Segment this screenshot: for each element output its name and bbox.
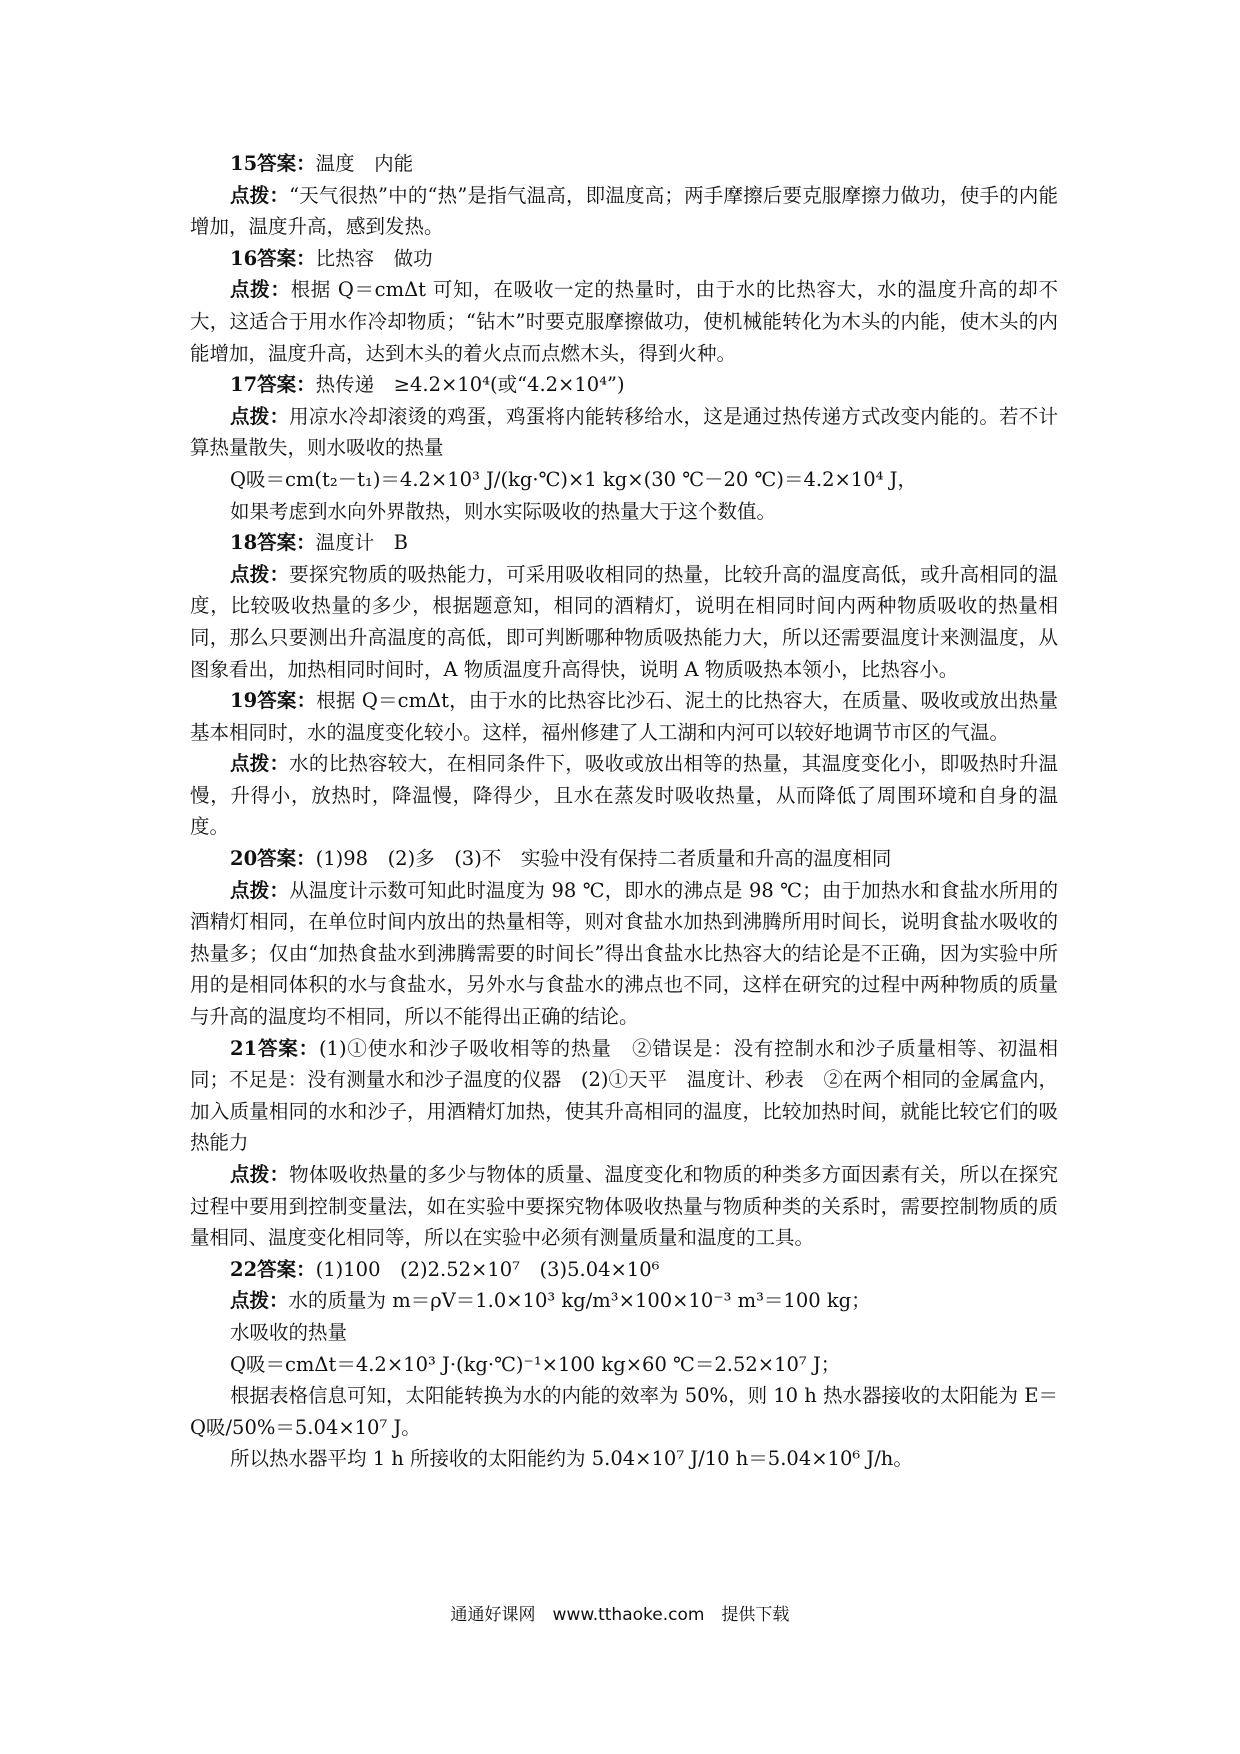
paragraph-text: 热传递 ≥4.2×10⁴(或“4.2×10⁴”) (315, 373, 625, 397)
paragraph (190, 401, 1058, 464)
paragraph (190, 559, 1058, 685)
paragraph-label: 点拨： (230, 1289, 289, 1313)
paragraph (190, 1380, 1058, 1443)
paragraph-text: 根据表格信息可知，太阳能转换为水的内能的效率为 50%，则 10 h 热水器接收的太阳能为 E＝Q吸/50%＝5.04×10⁷ J。 (190, 1384, 1058, 1439)
paragraph-text: (1)①使水和沙子吸收相等的热量 ②错误是：没有控制水和沙子质量相等、初温相同；不足是：没有测量水和沙子温度的仪器 (2)①天平 温度计、秒表 ②在两个相同的金属盒内，加入质量相同的水和沙子，用酒精灯加热，使其升高相同的温度，比较加热时间，就能比较它们的吸热能力 (190, 1036, 1059, 1155)
paragraph-label: 15答案： (230, 152, 316, 175)
paragraph-text: 根据 Q＝cmΔt，由于水的比热容比沙石、泥土的比热容大，在质量、吸收或放出热量基本相同时，水的温度变化较小。这样，福州修建了人工湖和内河可以较好地调节市区的气温。 (190, 689, 1058, 744)
paragraph (190, 274, 1058, 369)
paragraph-label: 18答案： (230, 531, 316, 555)
paragraph-text: 如果考虑到水向外界散热，则水实际吸收的热量大于这个数值。 (230, 499, 777, 523)
paragraph-text: 比热容 做功 (315, 246, 433, 270)
paragraph-text: 根据 Q＝cmΔt 可知，在吸收一定的热量时，由于水的比热容大，水的温度升高的却不大，这适合于用水作冷却物质；“钻木”时要克服摩擦做功，使机械能转化为木头的内能，使木头的内能增加，温度升高，达到木头的着火点而点燃木头，得到火种。 (190, 278, 1058, 365)
paragraph (190, 748, 1058, 843)
paragraph-label: 点拨： (230, 404, 290, 428)
paragraph (190, 875, 1058, 1033)
paragraph-label: 点拨： (230, 183, 290, 207)
paragraph-text: 水吸收的热量 (230, 1320, 348, 1344)
paragraph (190, 1317, 1058, 1349)
paragraph (190, 1443, 1058, 1475)
paragraph (190, 1159, 1058, 1254)
paragraph-text: Q吸＝cmΔt＝4.2×10³ J·(kg·℃)⁻¹×100 kg×60 ℃＝2.52×10⁷ J； (230, 1352, 841, 1376)
paragraph (190, 527, 1058, 559)
paragraph-label: 点拨： (230, 562, 290, 586)
paragraph-text: 用凉水冷却滚烫的鸡蛋，鸡蛋将内能转移给水，这是通过热传递方式改变内能的。若不计算热量散失，则水吸收的热量 (190, 404, 1058, 460)
paragraph (190, 1349, 1058, 1381)
paragraph-label: 21答案： (230, 1036, 319, 1060)
paragraph-label: 点拨： (230, 1163, 290, 1186)
paragraph (190, 180, 1058, 243)
paragraph (190, 148, 1058, 180)
paragraph-text: 所以热水器平均 1 h 所接收的太阳能约为 5.04×10⁷ J/10 h＝5.04×10⁶ J/h。 (230, 1447, 913, 1471)
paragraph-label: 点拨： (230, 278, 291, 302)
paragraph-label: 17答案： (230, 373, 316, 397)
paragraph-label: 16答案： (230, 246, 316, 270)
paragraph-text: (1)98 (2)多 (3)不 实验中没有保持二者质量和升高的温度相同 (315, 847, 892, 871)
paragraph-text: 从温度计示数可知此时温度为 98 ℃，即水的沸点是 98 ℃；由于加热水和食盐水所用的酒精灯相同，在单位时间内放出的热量相等，则对食盐水加热到沸腾所用时间长，说明食盐水吸收的热量多；仅由“加热食盐水到沸腾需要的时间长”得出食盐水比热容大的结论是不正确，因为实验中所用的是相同体积的水与食盐水，另外水与食盐水的沸点也不同，这样在研究的过程中两种物质的质量与升高的温度均不相同，所以不能得出正确的结论。 (190, 878, 1058, 1029)
paragraph-text: Q吸＝cm(t₂－t₁)＝4.2×10³ J/(kg·℃)×1 kg×(30 ℃－20 ℃)＝4.2×10⁴ J， (230, 467, 917, 491)
page-footer: 通通好课网 www.tthaoke.com 提供下载 (450, 1605, 790, 1625)
paragraph-text: “天气很热”中的“热”是指气温高，即温度高；两手摩擦后要克服摩擦力做功，使手的内能增加，温度升高，感到发热。 (190, 183, 1058, 239)
paragraph-text: 温度计 B (315, 531, 408, 555)
paragraph (190, 369, 1058, 401)
paragraph-text: 温度 内能 (315, 152, 414, 175)
paragraph (190, 1285, 1058, 1317)
paragraph-label: 20答案： (230, 847, 316, 871)
paragraph-label: 19答案： (230, 689, 317, 713)
paragraph-text: 物体吸收热量的多少与物体的质量、温度变化和物质的种类多方面因素有关，所以在探究过程中要用到控制变量法，如在实验中要探究物体吸收热量与物质种类的关系时，需要控制物质的质量相同、温度变化相同等，所以在实验中必须有测量质量和温度的工具。 (190, 1163, 1058, 1250)
paragraph (190, 496, 1058, 528)
paragraph (190, 843, 1058, 875)
paragraph-text: 水的质量为 m＝ρV＝1.0×10³ kg/m³×100×10⁻³ m³＝100 kg； (288, 1289, 871, 1313)
paragraph-label: 点拨： (230, 878, 290, 902)
paragraph-text: 水的比热容较大，在相同条件下，吸收或放出相等的热量，其温度变化小，即吸热时升温慢，升得小，放热时，降温慢，降得少，且水在蒸发时吸收热量，从而降低了周围环境和自身的温度。 (190, 752, 1058, 839)
paragraph-label: 22答案： (230, 1257, 316, 1281)
paragraph (190, 1254, 1058, 1286)
paragraph (190, 1033, 1058, 1159)
paragraph-text: (1)100 (2)2.52×10⁷ (3)5.04×10⁶ (315, 1257, 660, 1281)
paragraph-text: 要探究物质的吸热能力，可采用吸收相同的热量，比较升高的温度高低，或升高相同的温度，比较吸收热量的多少，根据题意知，相同的酒精灯，说明在相同时间内两种物质吸收的热量相同，那么只要测出升高温度的高低，即可判断哪种物质吸热能力大，所以还需要温度计来测温度，从图象看出，加热相同时间时，A 物质温度升高得快，说明 A 物质吸热本领小，比热容小。 (190, 562, 1058, 681)
paragraph (190, 464, 1058, 496)
paragraph (190, 685, 1058, 748)
answer-content (190, 148, 1058, 1475)
paragraph (190, 243, 1058, 275)
paragraph-label: 点拨： (230, 752, 290, 776)
